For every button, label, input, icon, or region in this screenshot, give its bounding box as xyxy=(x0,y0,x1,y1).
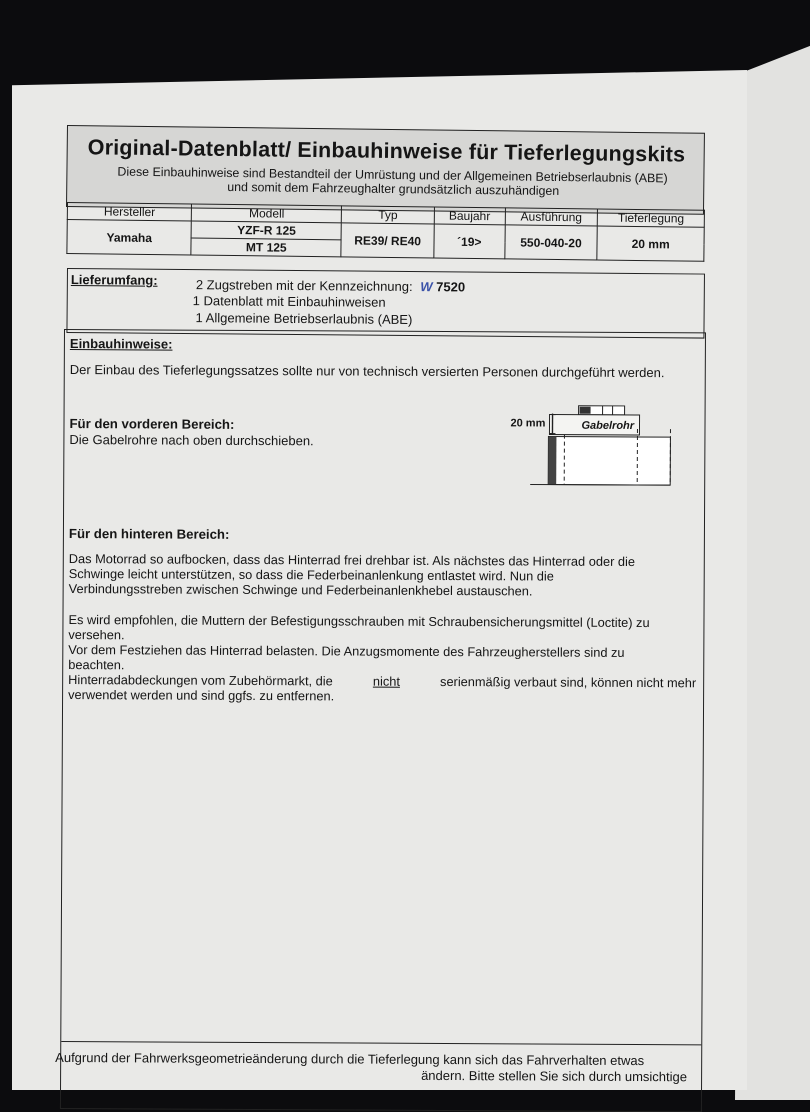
footer-line-1: Aufgrund der Fahrwerksgeometrieänderung durch die Tieferlegung kann sich das Fahrverhalten etwas xyxy=(55,1050,695,1069)
recommendation-line-2: versehen. xyxy=(68,627,124,642)
front-text: Die Gabelrohre nach oben durchschieben. xyxy=(69,432,313,448)
fork-tube-shading xyxy=(548,437,556,485)
scope-item-1-text: 2 Zugstreben mit der Kennzeichnung: xyxy=(196,277,413,294)
header-cell: Hersteller xyxy=(67,203,192,222)
page-title: Original-Datenblatt/ Einbauhinweise für Tieferlegungskits xyxy=(88,135,686,167)
version-cell: 550-040-20 xyxy=(504,225,597,260)
instructions-heading: Einbauhinweise: xyxy=(70,336,173,352)
spec-table xyxy=(66,202,705,262)
recommendation-line-3: Vor dem Festziehen das Hinterrad belasten. Die Anzugsmomente des Fahrzeugherstellers sind zu xyxy=(68,642,624,660)
fork-drawing xyxy=(504,398,675,495)
scope-box xyxy=(66,268,705,339)
footer-divider xyxy=(61,1041,701,1045)
scope-item-1-mark: 7520 xyxy=(436,279,465,294)
header-cell: Tieferlegung xyxy=(598,209,705,227)
scope-label: Lieferumfang: xyxy=(71,272,158,288)
scope-item-1 xyxy=(196,277,465,294)
cover-text-nicht: nicht xyxy=(373,674,400,689)
diagram-dim-label: 20 mm xyxy=(510,417,545,429)
rear-line-2: Schwinge leicht unterstützen, so dass die Federbeinanlenkung entlastet wird. Nun die xyxy=(69,566,554,584)
model-cell-1: YZF-R 125 xyxy=(191,221,341,240)
w-logo-icon: W xyxy=(420,279,432,294)
manufacturer-cell: Yamaha xyxy=(67,220,192,256)
header-cell: Modell xyxy=(192,204,342,223)
cover-text-pre: Hinterradabdeckungen vom Zubehörmarkt, die xyxy=(68,672,333,689)
footer-line-2: ändern. Bitte stellen Sie sich durch umsichtige xyxy=(421,1068,687,1085)
subtitle-line-1: Diese Einbauhinweise sind Bestandteil der Umrüstung und der Allgemeinen Betriebserlaubnis (ABE) xyxy=(117,165,667,186)
type-cell: RE39/ RE40 xyxy=(341,223,434,258)
recommendation-line-4: beachten. xyxy=(68,657,124,672)
lowering-cell: 20 mm xyxy=(597,226,704,261)
front-heading: Für den vorderen Bereich: xyxy=(69,416,234,432)
rear-heading: Für den hinteren Bereich: xyxy=(69,526,230,542)
cover-text-post: serienmäßig verbaut sind, können nicht mehr xyxy=(440,674,696,691)
header-cell: Typ xyxy=(342,206,435,224)
fork-cap-bolt xyxy=(580,407,591,414)
cover-line-2: verwendet werden und sind ggfs. zu entfernen. xyxy=(68,687,334,704)
header-cell: Ausführung xyxy=(505,208,598,226)
scope-item-3: 1 Allgemeine Betriebserlaubnis (ABE) xyxy=(196,310,413,327)
instructions-box xyxy=(60,329,706,1112)
model-cell-2: MT 125 xyxy=(191,238,341,257)
recommendation-line-1: Es wird empfohlen, die Muttern der Befestigungsschrauben mit Schraubensicherungsmittel (Loctite) zu xyxy=(68,612,649,630)
rear-line-3: Verbindungsstreben zwischen Schwinge und Federbeinanlenkhebel austauschen. xyxy=(69,581,533,599)
header-cell: Baujahr xyxy=(434,207,505,225)
fork-tube xyxy=(548,437,670,486)
subtitle-line-2: und somit dem Fahrzeughalter grundsätzlich auszuhändigen xyxy=(227,180,559,198)
rear-line-1: Das Motorrad so aufbocken, dass das Hinterrad frei drehbar ist. Als nächstes das Hinterrad oder die xyxy=(69,551,635,569)
instructions-intro: Der Einbau des Tieferlegungssatzes sollte nur von technisch versierten Personen durchgeführt werden. xyxy=(70,362,665,380)
diagram-tube-label: Gabelrohr xyxy=(581,420,634,432)
fork-diagram xyxy=(504,398,675,495)
year-cell: ´19> xyxy=(434,224,505,259)
title-box xyxy=(66,125,705,215)
scope-item-2: 1 Datenblatt mit Einbauhinweisen xyxy=(193,293,386,310)
